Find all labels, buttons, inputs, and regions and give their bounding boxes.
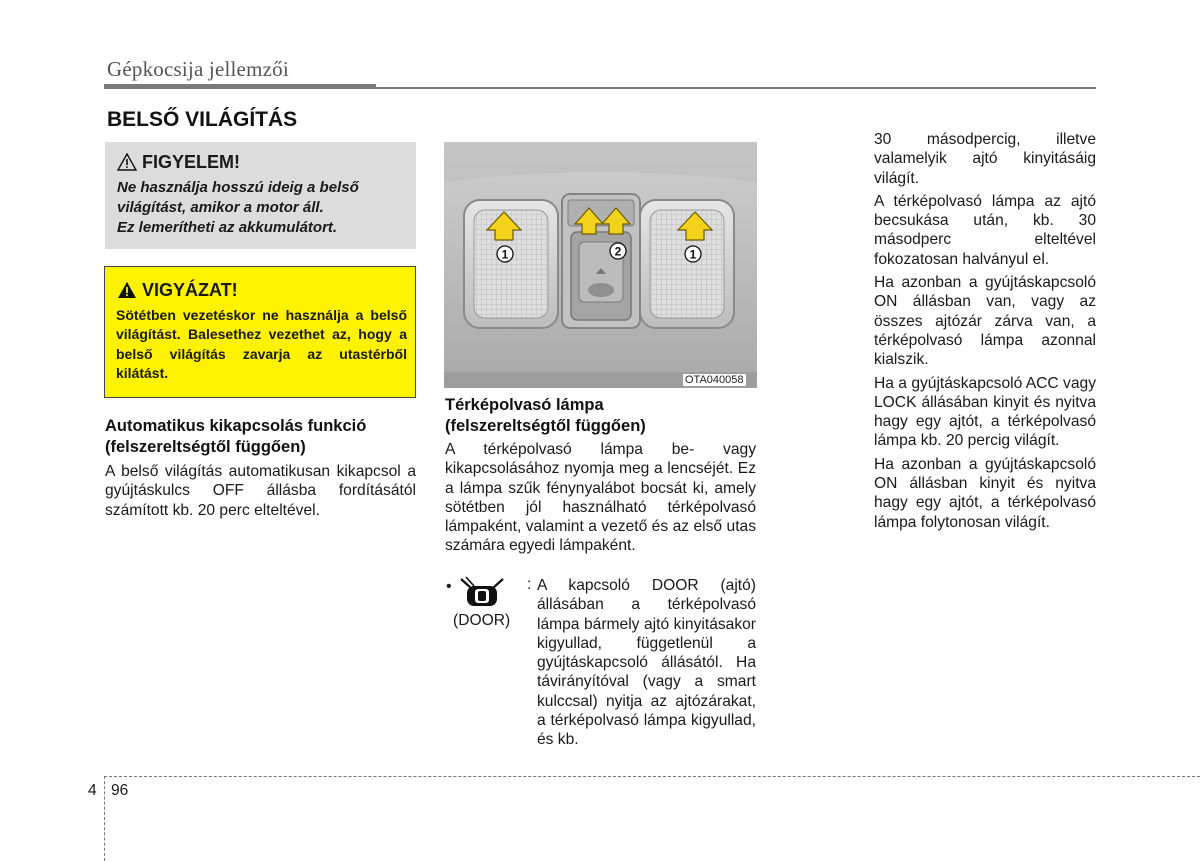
warning-line: Ez lemerítheti az akkumulátort. <box>117 219 338 236</box>
map-lamp-heading-line: Térképolvasó lámpa <box>445 396 604 414</box>
door-bullet: • <box>446 578 452 595</box>
callout-1-right: 1 <box>689 247 697 262</box>
auto-off-text: A belső világítás automatikusan kikapcsol a gyújtáskulcs OFF állásba fordításától számított kb. 20 perc elteltével. <box>105 463 416 519</box>
warning-line: Ne használja hosszú ideig a belső <box>117 179 359 196</box>
page-number: 96 <box>111 782 129 799</box>
warning-line: világítást, amikor a motor áll. <box>117 199 324 216</box>
footer-rule <box>104 776 1200 777</box>
warning-triangle-icon <box>117 153 137 171</box>
map-lamp-heading <box>445 395 757 437</box>
auto-off-heading-line: Automatikus kikapcsolás funkció <box>105 417 367 435</box>
warning-heading <box>117 152 240 173</box>
running-header: Gépkocsija jellemzői <box>107 57 289 81</box>
map-lamp-heading-line: (felszereltségtől függően) <box>445 417 646 435</box>
warning-box <box>105 142 416 249</box>
caution-text: Sötétben vezetéskor ne használja a belső világítást. Balesethez vezethet az, hogy a belső világítás zavarja az utastérből kilátást. <box>116 307 407 381</box>
map-lamp-illustration <box>444 142 757 388</box>
right-paragraph: A térképolvasó lámpa az ajtó becsukása után, kb. 30 másodperc elteltével fokozatosan halványul el. <box>874 192 1096 268</box>
right-paragraph: Ha a gyújtáskapcsoló ACC vagy LOCK állásában kinyit és nyitva hagy egy ajtót, a térképolvasó lámpa kb. 20 percig világít. <box>874 374 1096 450</box>
warning-text <box>117 178 412 238</box>
footer-vertical-rule <box>104 776 105 861</box>
door-description: A kapcsoló DOOR (ajtó) állásában a térképolvasó lámpa bármely ajtó kinyitásakor kigyullad, függetlenül a gyújtáskapcsoló állásától. Ha távirányítóval (vagy a smart kulccsal) nyitja az ajtózárakat, a térképolvasó lámpa kigyullad, és kb. <box>537 577 756 749</box>
caution-heading <box>117 280 238 301</box>
door-colon: : <box>527 576 532 593</box>
door-label: (DOOR) <box>453 612 511 629</box>
right-paragraph: Ha azonban a gyújtáskapcsoló ON állásban kinyit és nyitva hagy egy ajtót, a térképolvasó lámpa folytonosan világít. <box>874 455 1096 531</box>
section-title: BELSŐ VILÁGÍTÁS <box>107 108 298 131</box>
header-rule-thick <box>104 84 376 89</box>
right-paragraph: Ha azonban a gyújtáskapcsoló ON állásban van, vagy az összes ajtózár zárva van, a térképolvasó lámpa azonnal kialszik. <box>874 274 1096 369</box>
warning-heading-text: FIGYELEM! <box>142 152 240 172</box>
right-paragraph: 30 másodpercig, illetve valamelyik ajtó kinyitásáig világít. <box>874 131 1096 187</box>
auto-off-heading-line: (felszereltségtől függően) <box>105 438 306 456</box>
callout-2: 2 <box>614 244 622 259</box>
chapter-number: 4 <box>88 782 97 799</box>
caution-triangle-icon <box>117 281 137 299</box>
callout-1-left: 1 <box>501 247 509 262</box>
caution-box <box>104 266 416 398</box>
door-lamp-icon <box>458 575 506 609</box>
right-column <box>874 130 1096 536</box>
caution-heading-text: VIGYÁZAT! <box>142 280 238 300</box>
figure-code: OTA040058 <box>685 374 744 386</box>
map-lamp-text: A térképolvasó lámpa be- vagy kikapcsolásához nyomja meg a lencséjét. Ez a lámpa szűk fénynyalábot bocsát ki, amely sötétben jól használható térképolvasó lámpaként, valamint a vezető és az első utas számára egyedi lámpaként. <box>445 441 756 555</box>
header-rule-thin <box>376 87 1096 89</box>
auto-off-heading <box>105 416 417 458</box>
